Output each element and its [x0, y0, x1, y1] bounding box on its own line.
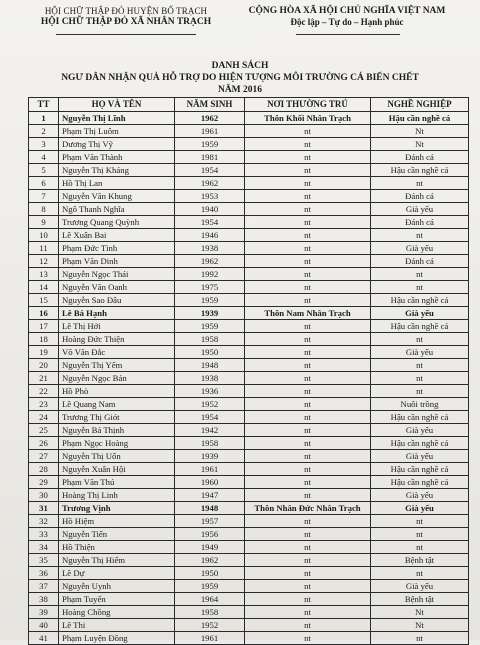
col-header-place: NƠI THƯỜNG TRÚ	[245, 98, 371, 112]
cell-place: nt	[245, 294, 371, 307]
cell-tt: 21	[29, 372, 59, 385]
cell-name: Trương Thị Giót	[59, 411, 175, 424]
cell-place: nt	[245, 229, 371, 242]
cell-tt: 34	[29, 541, 59, 554]
cell-year: 1953	[175, 190, 245, 203]
cell-job: nt	[371, 528, 469, 541]
cell-job: Nt	[371, 125, 469, 138]
cell-job: nt	[371, 567, 469, 580]
cell-name: Trương Quang Quỳnh	[59, 216, 175, 229]
cell-year: 1950	[175, 567, 245, 580]
cell-tt: 27	[29, 450, 59, 463]
cell-year: 1949	[175, 541, 245, 554]
cell-job: nt	[371, 281, 469, 294]
col-header-tt: TT	[29, 98, 59, 112]
cell-year: 1948	[175, 502, 245, 515]
cell-place: nt	[245, 255, 371, 268]
cell-year: 1939	[175, 307, 245, 320]
org-header	[26, 6, 226, 27]
cell-year: 1946	[175, 229, 245, 242]
cell-place: nt	[245, 450, 371, 463]
cell-tt: 40	[29, 619, 59, 632]
table-row	[29, 281, 469, 294]
cell-job: Nuôi trồng	[371, 398, 469, 411]
cell-job: Đánh cá	[371, 216, 469, 229]
table-row	[29, 229, 469, 242]
table-row	[29, 346, 469, 359]
cell-tt: 31	[29, 502, 59, 515]
cell-tt: 5	[29, 164, 59, 177]
table-row	[29, 567, 469, 580]
cell-job: nt	[371, 372, 469, 385]
cell-job: Già yếu	[371, 307, 469, 320]
cell-job: nt	[371, 268, 469, 281]
cell-name: Phạm Văn Dinh	[59, 255, 175, 268]
cell-place: nt	[245, 437, 371, 450]
cell-name: Nguyễn Bá Thịnh	[59, 424, 175, 437]
table-row	[29, 632, 469, 645]
cell-tt: 32	[29, 515, 59, 528]
cell-place: nt	[245, 398, 371, 411]
cell-job: nt	[371, 515, 469, 528]
cell-place: nt	[245, 554, 371, 567]
cell-place: nt	[245, 424, 371, 437]
cell-tt: 6	[29, 177, 59, 190]
cell-tt: 30	[29, 489, 59, 502]
table-row	[29, 619, 469, 632]
cell-name: Nguyễn Thị Hiểm	[59, 554, 175, 567]
recipient-table	[28, 97, 469, 645]
national-title: CỘNG HÒA XÃ HỘI CHỦ NGHĨA VIỆT NAM	[248, 6, 446, 16]
title-line-1: DANH SÁCH	[211, 61, 269, 71]
cell-year: 1947	[175, 489, 245, 502]
cell-name: Lê Xuân Bai	[59, 229, 175, 242]
cell-name: Lê Bá Hạnh	[59, 307, 175, 320]
cell-tt: 8	[29, 203, 59, 216]
cell-year: 1936	[175, 385, 245, 398]
cell-job: Hậu cần nghề cá	[371, 437, 469, 450]
cell-name: Nguyễn Thị Lĩnh	[59, 112, 175, 125]
cell-year: 1964	[175, 593, 245, 606]
table-row	[29, 502, 469, 515]
cell-job: nt	[371, 359, 469, 372]
cell-tt: 15	[29, 294, 59, 307]
cell-year: 1981	[175, 151, 245, 164]
cell-name: Phạm Ngọc Hoàng	[59, 437, 175, 450]
table-row	[29, 476, 469, 489]
table-row	[29, 307, 469, 320]
cell-name: Phạm Luyện Đồng	[59, 632, 175, 645]
cell-place: nt	[245, 346, 371, 359]
cell-job: nt	[371, 333, 469, 346]
national-motto: Độc lập – Tự do – Hạnh phúc	[290, 17, 404, 27]
cell-name: Trương Vịnh	[59, 502, 175, 515]
cell-year: 1961	[175, 125, 245, 138]
national-header	[232, 6, 462, 27]
table-row	[29, 541, 469, 554]
cell-tt: 17	[29, 320, 59, 333]
table-row	[29, 554, 469, 567]
cell-tt: 20	[29, 359, 59, 372]
cell-name: Phạm Tuyển	[59, 593, 175, 606]
cell-tt: 25	[29, 424, 59, 437]
table-row	[29, 437, 469, 450]
cell-place: nt	[245, 177, 371, 190]
col-header-year: NĂM SINH	[175, 98, 245, 112]
cell-job: nt	[371, 385, 469, 398]
cell-year: 1959	[175, 580, 245, 593]
cell-place: nt	[245, 151, 371, 164]
cell-job: Già yếu	[371, 242, 469, 255]
cell-place: nt	[245, 632, 371, 645]
cell-job: Già yếu	[371, 580, 469, 593]
table-row	[29, 398, 469, 411]
table-row	[29, 528, 469, 541]
cell-year: 1961	[175, 463, 245, 476]
table-row	[29, 177, 469, 190]
cell-tt: 22	[29, 385, 59, 398]
title-line-2: NGƯ DÂN NHẬN QUÀ HỖ TRỢ DO HIỆN TƯỢNG MÔI TRƯỜNG CÁ BIỂN CHẾT	[61, 73, 419, 83]
cell-year: 1959	[175, 294, 245, 307]
cell-year: 1959	[175, 320, 245, 333]
cell-name: Hồ Thiện	[59, 541, 175, 554]
cell-place: nt	[245, 125, 371, 138]
cell-year: 1961	[175, 632, 245, 645]
cell-name: Nguyễn Văn Khung	[59, 190, 175, 203]
cell-year: 1962	[175, 255, 245, 268]
table-row	[29, 255, 469, 268]
cell-name: Phạm Đức Tình	[59, 242, 175, 255]
cell-job: nt	[371, 632, 469, 645]
cell-tt: 37	[29, 580, 59, 593]
cell-place: nt	[245, 476, 371, 489]
cell-name: Võ Văn Đắc	[59, 346, 175, 359]
table-row	[29, 294, 469, 307]
cell-name: Lê Quang Nam	[59, 398, 175, 411]
cell-tt: 11	[29, 242, 59, 255]
cell-job: Đánh cá	[371, 151, 469, 164]
table-row	[29, 268, 469, 281]
cell-name: Nguyễn Ngọc Bản	[59, 372, 175, 385]
cell-year: 1954	[175, 216, 245, 229]
cell-place: Thôn Nhân Đức Nhân Trạch	[245, 502, 371, 515]
cell-place: nt	[245, 242, 371, 255]
cell-job: Già yếu	[371, 502, 469, 515]
col-header-job: NGHỀ NGHIỆP	[371, 98, 469, 112]
cell-tt: 38	[29, 593, 59, 606]
cell-place: nt	[245, 541, 371, 554]
cell-job: Bệnh tật	[371, 593, 469, 606]
cell-place: nt	[245, 515, 371, 528]
cell-tt: 16	[29, 307, 59, 320]
cell-job: Hậu cần nghề cá	[371, 164, 469, 177]
cell-name: Hồ Thị Lan	[59, 177, 175, 190]
cell-place: nt	[245, 528, 371, 541]
table-row	[29, 411, 469, 424]
cell-year: 1939	[175, 450, 245, 463]
cell-name: Lê Dự	[59, 567, 175, 580]
cell-year: 1958	[175, 333, 245, 346]
cell-place: nt	[245, 333, 371, 346]
cell-name: Nguyễn Thị Uốn	[59, 450, 175, 463]
cell-year: 1940	[175, 203, 245, 216]
cell-job: Bệnh tật	[371, 554, 469, 567]
cell-name: Nguyễn Uynh	[59, 580, 175, 593]
cell-name: Hồ Hiệm	[59, 515, 175, 528]
table-header-row	[29, 98, 469, 112]
cell-job: Hậu cần nghề cá	[371, 411, 469, 424]
table-row	[29, 203, 469, 216]
cell-year: 1954	[175, 411, 245, 424]
cell-place: nt	[245, 203, 371, 216]
cell-place: nt	[245, 320, 371, 333]
table-row	[29, 112, 469, 125]
cell-year: 1957	[175, 515, 245, 528]
cell-job: Hậu cần nghề cá	[371, 463, 469, 476]
cell-tt: 41	[29, 632, 59, 645]
cell-year: 1954	[175, 164, 245, 177]
cell-year: 1952	[175, 398, 245, 411]
cell-job: nt	[371, 229, 469, 242]
cell-tt: 19	[29, 346, 59, 359]
cell-name: Hồ Phò	[59, 385, 175, 398]
cell-job: nt	[371, 177, 469, 190]
cell-tt: 35	[29, 554, 59, 567]
cell-job: Nt	[371, 138, 469, 151]
cell-year: 1958	[175, 437, 245, 450]
cell-tt: 7	[29, 190, 59, 203]
cell-job: Hậu cần nghề cá	[371, 294, 469, 307]
table-row	[29, 190, 469, 203]
table-row	[29, 164, 469, 177]
table-row	[29, 138, 469, 151]
table-row	[29, 372, 469, 385]
org-name-commune: HỘI CHỮ THẬP ĐỎ XÃ NHÂN TRẠCH	[40, 17, 212, 27]
cell-name: Phạm Văn Thành	[59, 151, 175, 164]
cell-place: nt	[245, 164, 371, 177]
cell-place: nt	[245, 359, 371, 372]
cell-year: 1958	[175, 606, 245, 619]
cell-tt: 10	[29, 229, 59, 242]
cell-place: Thôn Nam Nhân Trạch	[245, 307, 371, 320]
cell-year: 1960	[175, 476, 245, 489]
cell-tt: 26	[29, 437, 59, 450]
cell-job: Già yếu	[371, 424, 469, 437]
cell-tt: 1	[29, 112, 59, 125]
cell-job: Già yếu	[371, 203, 469, 216]
cell-tt: 13	[29, 268, 59, 281]
cell-place: nt	[245, 580, 371, 593]
cell-tt: 18	[29, 333, 59, 346]
cell-tt: 36	[29, 567, 59, 580]
cell-job: Hậu cần nghề cá	[371, 112, 469, 125]
table-row	[29, 385, 469, 398]
cell-place: Thôn Khối Nhân Trạch	[245, 112, 371, 125]
cell-tt: 24	[29, 411, 59, 424]
cell-place: nt	[245, 619, 371, 632]
cell-tt: 29	[29, 476, 59, 489]
cell-year: 1948	[175, 359, 245, 372]
table-row	[29, 580, 469, 593]
document-title	[0, 60, 480, 96]
cell-tt: 12	[29, 255, 59, 268]
cell-place: nt	[245, 411, 371, 424]
cell-job: nt	[371, 541, 469, 554]
cell-place: nt	[245, 216, 371, 229]
cell-year: 1942	[175, 424, 245, 437]
cell-place: nt	[245, 372, 371, 385]
cell-tt: 23	[29, 398, 59, 411]
cell-place: nt	[245, 281, 371, 294]
cell-name: Ngô Thanh Nghĩa	[59, 203, 175, 216]
title-line-3: NĂM 2016	[217, 85, 263, 95]
table-row	[29, 333, 469, 346]
table-row	[29, 450, 469, 463]
cell-year: 1975	[175, 281, 245, 294]
cell-place: nt	[245, 567, 371, 580]
cell-year: 1952	[175, 619, 245, 632]
col-header-name: HỌ VÀ TÊN	[59, 98, 175, 112]
table-row	[29, 320, 469, 333]
cell-place: nt	[245, 190, 371, 203]
cell-job: Đánh cá	[371, 255, 469, 268]
cell-tt: 3	[29, 138, 59, 151]
cell-job: Nt	[371, 619, 469, 632]
header-underline-left	[56, 34, 196, 35]
cell-job: Già yếu	[371, 489, 469, 502]
cell-tt: 9	[29, 216, 59, 229]
table-row	[29, 606, 469, 619]
cell-name: Nguyễn Sao Đâu	[59, 294, 175, 307]
cell-year: 1938	[175, 372, 245, 385]
table-row	[29, 125, 469, 138]
table-row	[29, 593, 469, 606]
table-row	[29, 515, 469, 528]
cell-job: Già yếu	[371, 346, 469, 359]
cell-year: 1938	[175, 242, 245, 255]
cell-name: Nguyễn Văn Oanh	[59, 281, 175, 294]
table-row	[29, 242, 469, 255]
table-row	[29, 216, 469, 229]
cell-name: Nguyễn Thị Kháng	[59, 164, 175, 177]
cell-job: Nt	[371, 606, 469, 619]
cell-year: 1962	[175, 177, 245, 190]
table-row	[29, 359, 469, 372]
cell-job: Già yếu	[371, 450, 469, 463]
cell-place: nt	[245, 489, 371, 502]
table-row	[29, 463, 469, 476]
cell-year: 1962	[175, 554, 245, 567]
cell-name: Lê Thi	[59, 619, 175, 632]
table-row	[29, 151, 469, 164]
cell-name: Dương Thị Vỹ	[59, 138, 175, 151]
cell-tt: 33	[29, 528, 59, 541]
cell-tt: 39	[29, 606, 59, 619]
cell-tt: 4	[29, 151, 59, 164]
cell-name: Nguyễn Xuân Hội	[59, 463, 175, 476]
cell-year: 1950	[175, 346, 245, 359]
cell-name: Nguyễn Ngọc Thái	[59, 268, 175, 281]
cell-place: nt	[245, 138, 371, 151]
cell-name: Lê Thị Hởi	[59, 320, 175, 333]
cell-place: nt	[245, 606, 371, 619]
cell-name: Hoàng Đức Thiện	[59, 333, 175, 346]
cell-name: Hoàng Thị Linh	[59, 489, 175, 502]
cell-year: 1956	[175, 528, 245, 541]
cell-tt: 2	[29, 125, 59, 138]
cell-tt: 28	[29, 463, 59, 476]
header-underline-right	[296, 34, 400, 35]
org-name-district: HỘI CHỮ THẬP ĐỎ HUYỆN BỐ TRẠCH	[44, 6, 208, 16]
table-row	[29, 489, 469, 502]
cell-place: nt	[245, 593, 371, 606]
cell-place: nt	[245, 385, 371, 398]
cell-job: Đánh cá	[371, 190, 469, 203]
cell-place: nt	[245, 463, 371, 476]
cell-name: Nguyễn Tiến	[59, 528, 175, 541]
table-row	[29, 424, 469, 437]
cell-job: Hậu cần nghề cá	[371, 320, 469, 333]
cell-year: 1992	[175, 268, 245, 281]
cell-year: 1962	[175, 112, 245, 125]
cell-name: Phạm Thị Luôm	[59, 125, 175, 138]
cell-job: Hậu cần nghề cá	[371, 476, 469, 489]
cell-name: Hoàng Chồng	[59, 606, 175, 619]
cell-year: 1959	[175, 138, 245, 151]
cell-tt: 14	[29, 281, 59, 294]
cell-place: nt	[245, 268, 371, 281]
cell-name: Nguyễn Thị Yếm	[59, 359, 175, 372]
cell-name: Phạm Văn Thú	[59, 476, 175, 489]
